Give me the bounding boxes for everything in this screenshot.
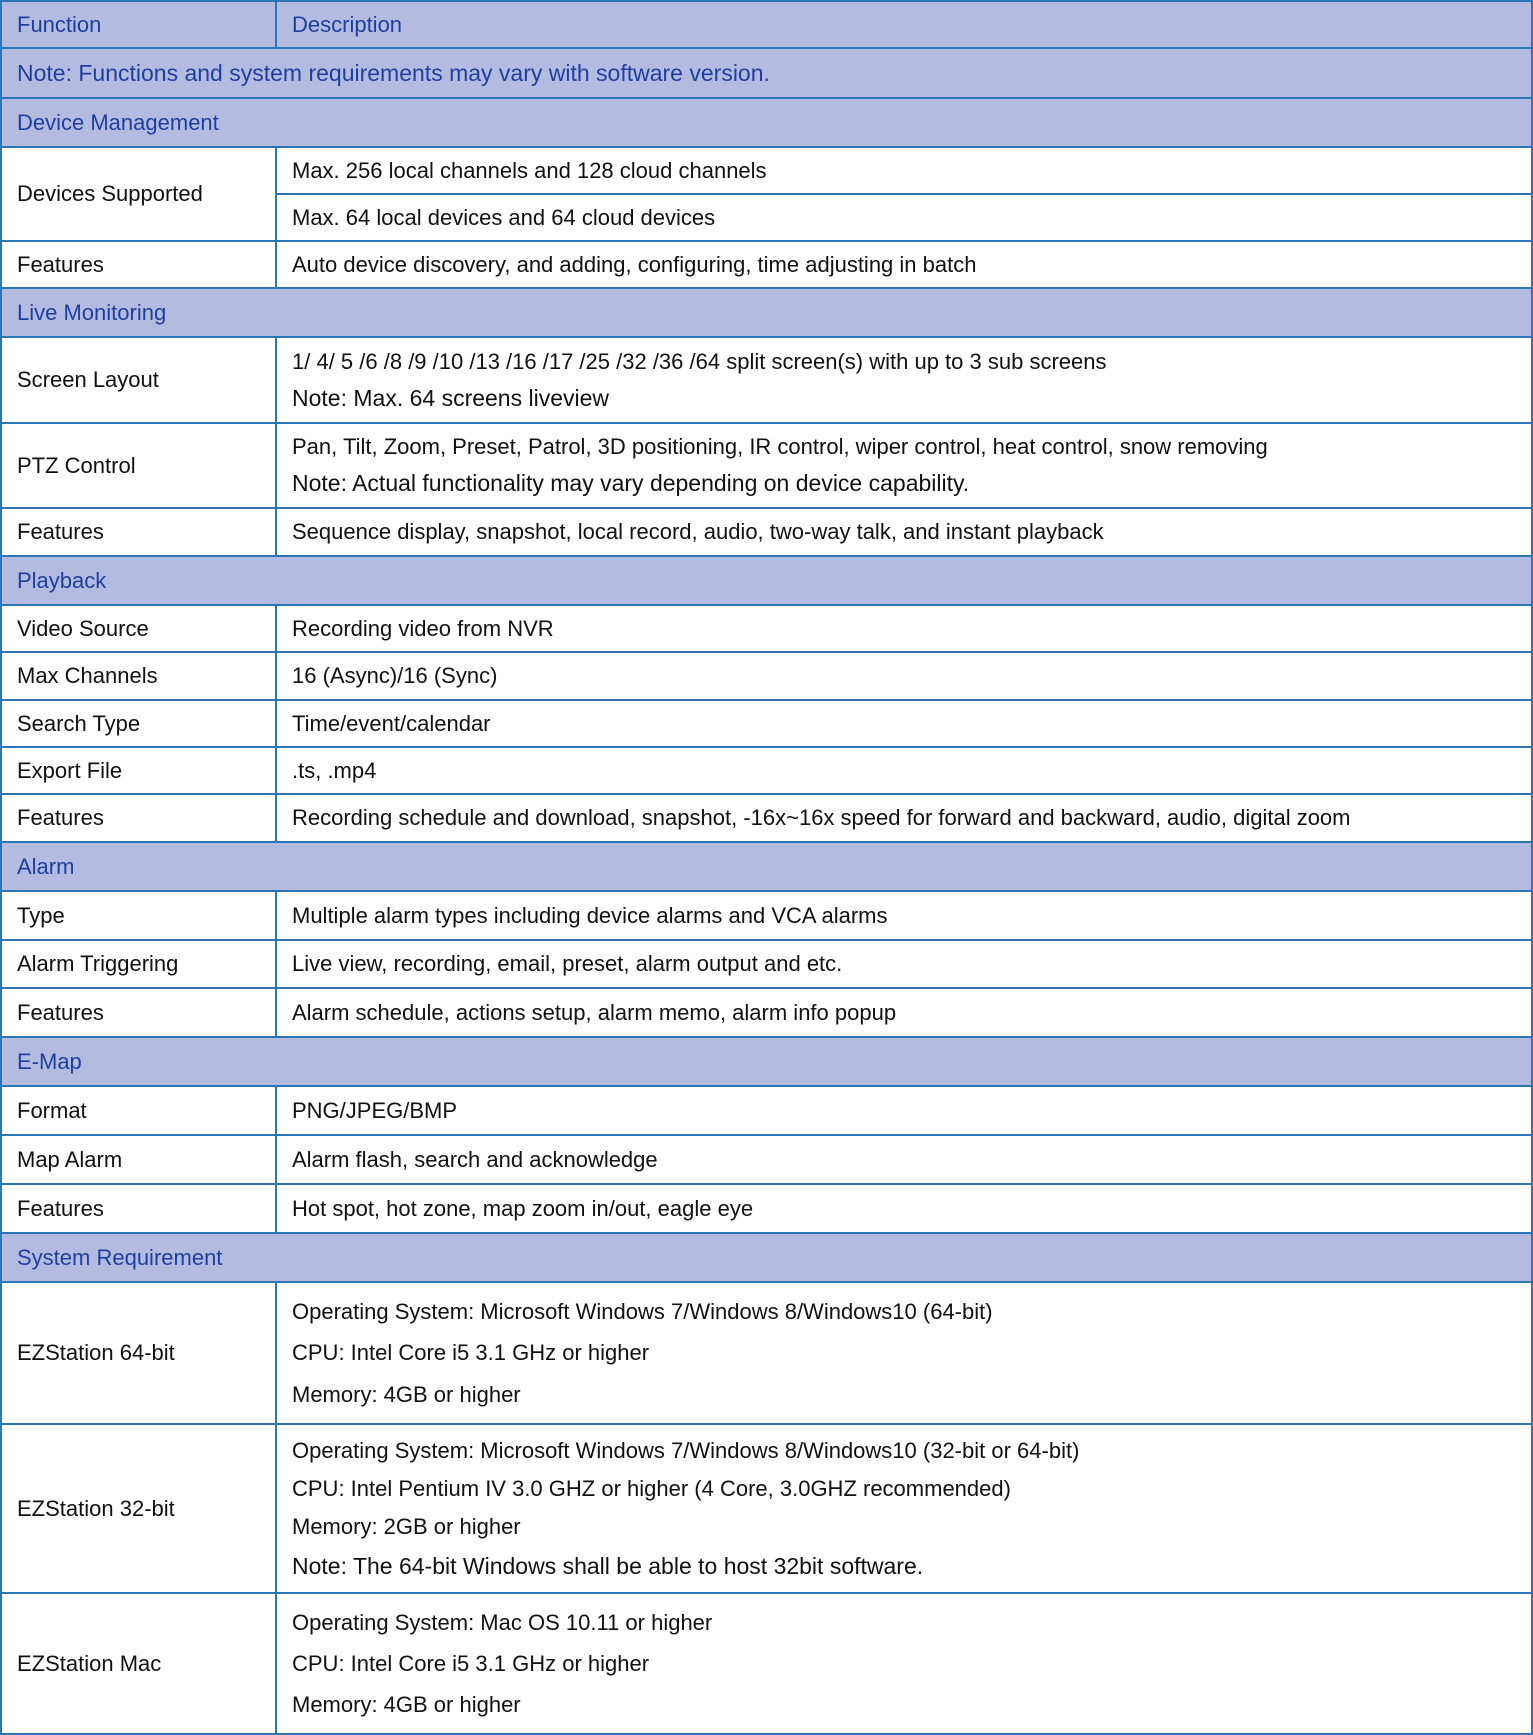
table-row xyxy=(0,989,1533,1038)
header-function: Function xyxy=(2,2,277,47)
table-row xyxy=(0,1283,1533,1425)
description-cell xyxy=(277,1136,1531,1183)
function-cell: EZStation 32-bit xyxy=(2,1425,277,1592)
function-cell: Video Source xyxy=(2,606,277,651)
description-line: CPU: Intel Core i5 3.1 GHz or higher xyxy=(292,1340,650,1366)
description-line: Operating System: Microsoft Windows 7/Windows 8/Windows10 (32-bit or 64-bit) xyxy=(292,1437,1080,1463)
description-line: Time/event/calendar xyxy=(292,710,491,736)
description-line: Auto device discovery, and adding, configuring, time adjusting in batch xyxy=(292,251,977,277)
section-title: Live Monitoring xyxy=(17,299,167,325)
table-row xyxy=(0,795,1533,843)
table-row xyxy=(0,148,1533,242)
table-row xyxy=(0,1185,1533,1234)
function-cell: Format xyxy=(2,1087,277,1134)
description-line: Max. 256 local channels and 128 cloud channels xyxy=(292,157,767,183)
table-row xyxy=(0,653,1533,701)
description-cell xyxy=(277,424,1531,507)
description-cell xyxy=(277,989,1531,1036)
section-header xyxy=(0,557,1533,606)
description-line: CPU: Intel Pentium IV 3.0 GHZ or higher (4 Core, 3.0GHZ recommended) xyxy=(292,1476,1011,1502)
section-header xyxy=(0,843,1533,892)
description-cell xyxy=(277,338,1531,422)
section-header xyxy=(0,1038,1533,1087)
note-row xyxy=(0,49,1533,99)
function-cell: Type xyxy=(2,892,277,939)
description-line: Max. 64 local devices and 64 cloud devices xyxy=(277,193,1531,240)
table-row xyxy=(0,242,1533,289)
description-line: Memory: 2GB or higher xyxy=(292,1514,521,1540)
function-cell: EZStation 64-bit xyxy=(2,1283,277,1423)
description-line: 1/ 4/ 5 /6 /8 /9 /10 /13 /16 /17 /25 /32 /36 /64 split screen(s) with up to 3 sub screens xyxy=(292,348,1107,374)
function-cell: Features xyxy=(2,242,277,287)
description-cell xyxy=(277,1283,1531,1423)
description-cell xyxy=(277,1185,1531,1232)
description-cell xyxy=(277,1594,1531,1733)
sections-container xyxy=(0,99,1533,1735)
table-row xyxy=(0,892,1533,941)
description-cell xyxy=(277,653,1531,699)
description-cell xyxy=(277,701,1531,746)
description-line: Sequence display, snapshot, local record, audio, two-way talk, and instant playback xyxy=(292,519,1104,545)
section-title: E-Map xyxy=(17,1048,82,1074)
function-cell: EZStation Mac xyxy=(2,1594,277,1733)
table-row xyxy=(0,1087,1533,1136)
function-cell: Max Channels xyxy=(2,653,277,699)
description-line: Operating System: Mac OS 10.11 or higher xyxy=(292,1609,713,1635)
function-cell: Search Type xyxy=(2,701,277,746)
description-line: 16 (Async)/16 (Sync) xyxy=(292,663,498,689)
function-cell: Screen Layout xyxy=(2,338,277,422)
description-line: Alarm schedule, actions setup, alarm memo, alarm info popup xyxy=(292,999,897,1025)
description-cell xyxy=(277,509,1531,555)
table-row xyxy=(0,424,1533,509)
function-cell: Devices Supported xyxy=(2,148,277,240)
description-cell xyxy=(277,748,1531,793)
function-cell: Map Alarm xyxy=(2,1136,277,1183)
section-title: System Requirement xyxy=(17,1244,223,1270)
note-text: Note: Functions and system requirements may vary with software version. xyxy=(17,59,770,86)
description-cell xyxy=(277,148,1531,240)
table-row xyxy=(0,701,1533,748)
description-line: Live view, recording, email, preset, alarm output and etc. xyxy=(292,951,843,977)
description-line: Note: Actual functionality may vary depending on device capability. xyxy=(292,470,970,497)
description-line: Operating System: Microsoft Windows 7/Windows 8/Windows10 (64-bit) xyxy=(292,1299,993,1325)
table-row xyxy=(0,1594,1533,1735)
description-line: Multiple alarm types including device alarms and VCA alarms xyxy=(292,902,888,928)
description-cell xyxy=(277,892,1531,939)
description-cell xyxy=(277,242,1531,287)
table-row xyxy=(0,1136,1533,1185)
function-cell: Features xyxy=(2,989,277,1036)
description-cell xyxy=(277,795,1531,841)
table-row xyxy=(0,748,1533,795)
function-cell: Features xyxy=(2,509,277,555)
section-title: Alarm xyxy=(17,853,75,879)
section-header xyxy=(0,289,1533,338)
header-description: Description xyxy=(292,11,403,37)
table-row xyxy=(0,941,1533,989)
function-cell: Export File xyxy=(2,748,277,793)
description-line: Memory: 4GB or higher xyxy=(292,1691,521,1717)
table-row xyxy=(0,1425,1533,1594)
function-cell: Features xyxy=(2,795,277,841)
description-line: Memory: 4GB or higher xyxy=(292,1381,521,1407)
description-line: Recording video from NVR xyxy=(292,615,554,641)
description-line: Note: Max. 64 screens liveview xyxy=(292,384,610,411)
table-row xyxy=(0,606,1533,653)
description-line: Hot spot, hot zone, map zoom in/out, eagle eye xyxy=(292,1195,754,1221)
function-cell: Alarm Triggering xyxy=(2,941,277,987)
description-line: CPU: Intel Core i5 3.1 GHz or higher xyxy=(292,1650,650,1676)
table-row xyxy=(0,338,1533,424)
section-header xyxy=(0,1234,1533,1283)
description-cell xyxy=(277,606,1531,651)
description-cell xyxy=(277,1425,1531,1592)
table-row xyxy=(0,509,1533,557)
description-line: Alarm flash, search and acknowledge xyxy=(292,1146,658,1172)
description-line: PNG/JPEG/BMP xyxy=(292,1097,458,1123)
description-cell xyxy=(277,1087,1531,1134)
section-title: Device Management xyxy=(17,109,219,135)
description-line: Note: The 64-bit Windows shall be able to host 32bit software. xyxy=(292,1552,924,1579)
table-header xyxy=(0,0,1533,49)
description-line: .ts, .mp4 xyxy=(292,757,377,783)
function-cell: Features xyxy=(2,1185,277,1232)
function-cell: PTZ Control xyxy=(2,424,277,507)
section-header xyxy=(0,99,1533,148)
description-cell xyxy=(277,941,1531,987)
description-line: Recording schedule and download, snapshot, -16x~16x speed for forward and backward, audio, digital zoom xyxy=(292,805,1351,831)
description-line: Pan, Tilt, Zoom, Preset, Patrol, 3D positioning, IR control, wiper control, heat control, snow removing xyxy=(292,434,1268,460)
section-title: Playback xyxy=(17,567,107,593)
